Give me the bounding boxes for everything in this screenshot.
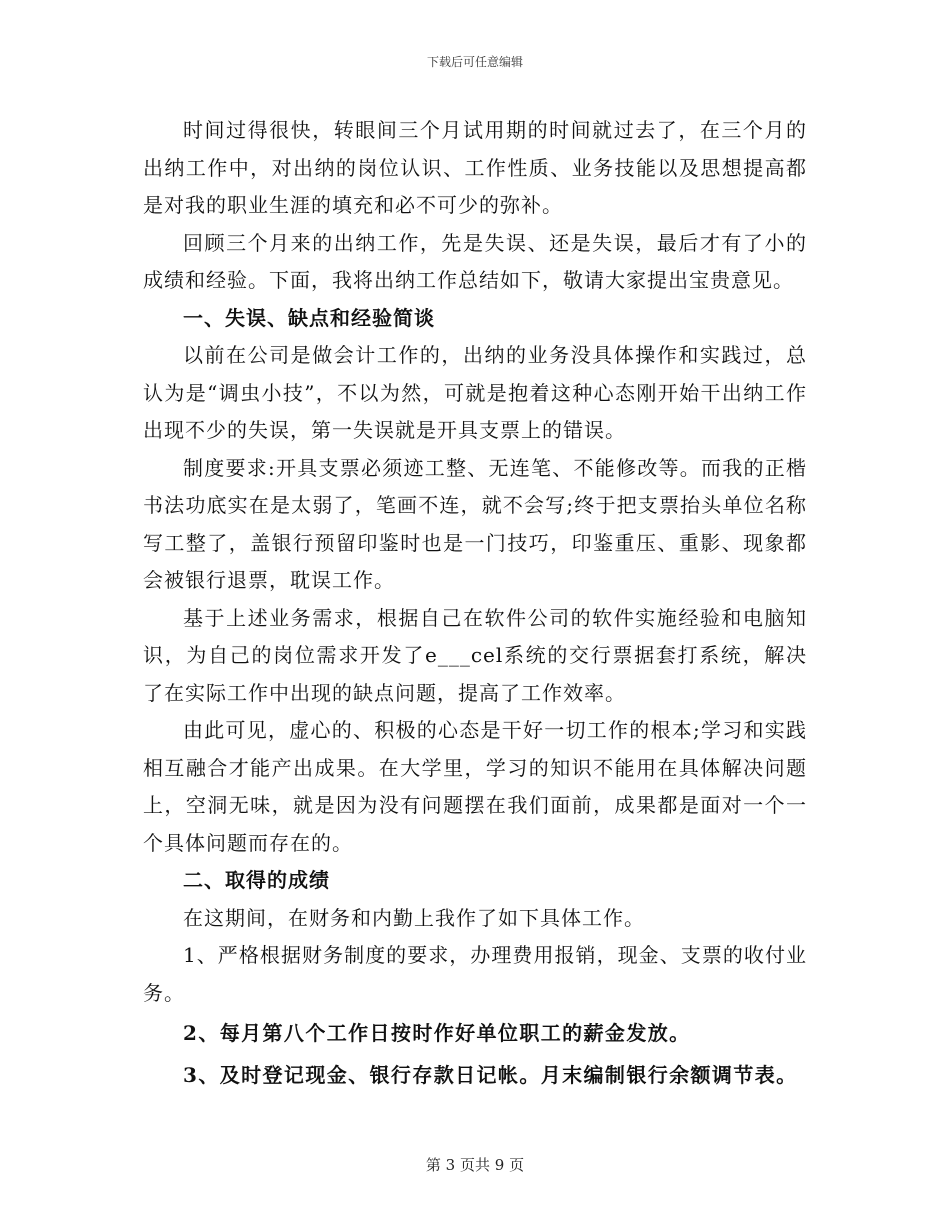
paragraph-cheque-rules: 制度要求:开具支票必须迹工整、无连笔、不能修改等。而我的正楷书法功底实在是太弱了，笔画不连，就不会写;终于把支票抬头单位名称写工整了，盖银行预留印鉴时也是一门技巧，印鉴重压、重影、现象都会被银行退票，耽误工作。 [143, 455, 807, 592]
paragraph-previous-work: 以前在公司是做会计工作的，出纳的业务没具体操作和实践过，总认为是“调虫小技”，不以为然，可就是抱着这种心态刚开始干出纳工作出现不少的失误，第一失误就是开具支票上的错误。 [143, 343, 807, 442]
paragraph-intro: 时间过得很快，转眼间三个月试用期的时间就过去了，在三个月的出纳工作中，对出纳的岗位认识、工作性质、业务技能以及思想提高都是对我的职业生涯的填充和必不可少的弥补。 [143, 118, 807, 217]
paragraph-work-intro: 在这期间，在财务和内勤上我作了如下具体工作。 [183, 905, 645, 930]
section-heading-mistakes: 一、失误、缺点和经验简谈 [183, 305, 435, 330]
document-body [143, 112, 807, 1096]
page-number: 第 3 页共 9 页 [425, 1156, 525, 1174]
list-item-3: 3、及时登记现金、银行存款日记帐。月末编制银行余额调节表。 [183, 1063, 798, 1087]
paragraph-review: 回顾三个月来的出纳工作，先是失误、还是失误，最后才有了小的成绩和经验。下面，我将出纳工作总结如下，敬请大家提出宝贵意见。 [143, 230, 807, 292]
list-item-1: 1、严格根据财务制度的要求，办理费用报销，现金、支票的收付业务。 [143, 943, 807, 1005]
paragraph-conclusion: 由此可见，虚心的、积极的心态是干好一切工作的根本;学习和实践相互融合才能产出成果。在大学里，学习的知识不能用在具体解决问题上，空洞无味，就是因为没有问题摆在我们面前，成果都是面对一个一个具体问题而存在的。 [143, 718, 807, 855]
paragraph-system-development: 基于上述业务需求，根据自己在软件公司的软件实施经验和电脑知识，为自己的岗位需求开发了e___cel系统的交行票据套打系统，解决了在实际工作中出现的缺点问题，提高了工作效率。 [143, 605, 807, 705]
list-item-2: 2、每月第八个工作日按时作好单位职工的薪金发放。 [183, 1021, 691, 1045]
page-header-note: 下载后可任意编辑 [426, 55, 523, 69]
section-heading-achievements: 二、取得的成绩 [183, 868, 330, 892]
